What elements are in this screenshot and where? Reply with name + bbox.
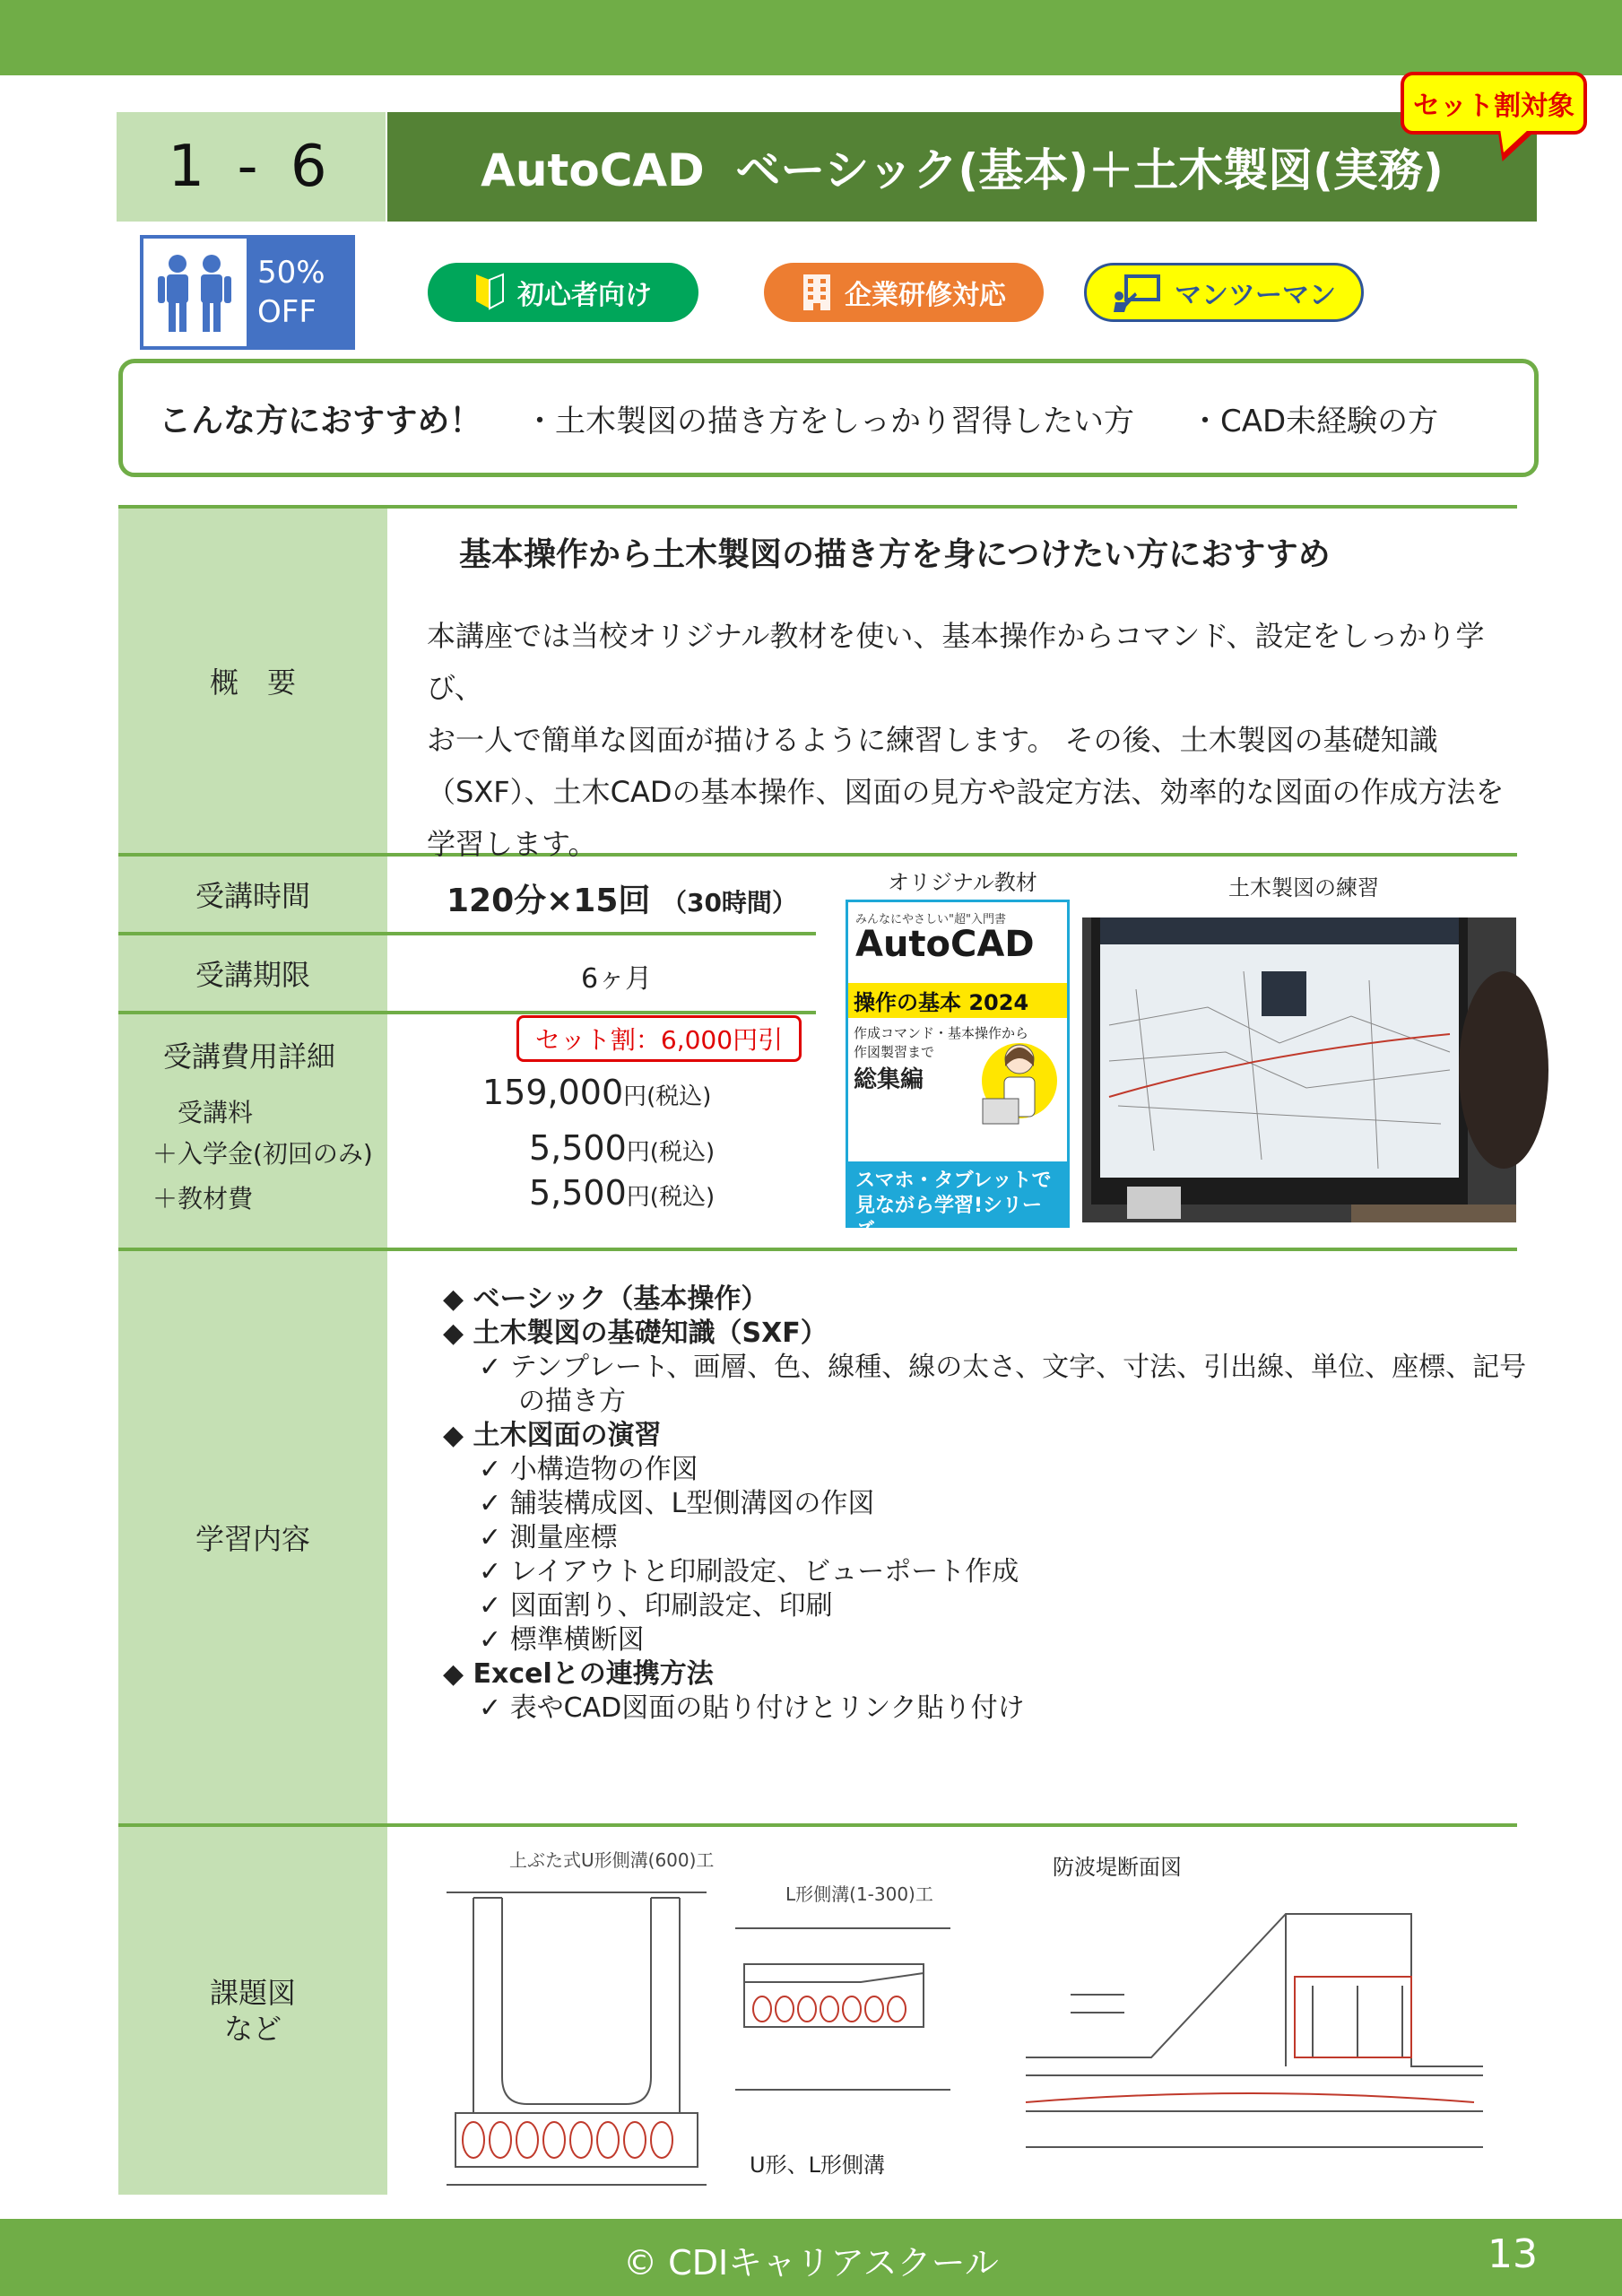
page-number: 13 (1488, 2231, 1538, 2277)
fee-amount: 159,000 (482, 1073, 624, 1112)
learning-heading: ◆ 土木図面の演習 (443, 1419, 1526, 1453)
one-on-one-badge (1084, 263, 1364, 322)
recommend-item: ・CAD未経験の方 (1190, 403, 1439, 439)
book-top (848, 902, 1067, 983)
learning-heading: ◆ ベーシック（基本操作） (443, 1283, 1526, 1317)
discount-percent: 50% (257, 255, 325, 291)
practice-photo (1082, 918, 1516, 1222)
hours-label: 受講時間 (118, 857, 387, 932)
learning-item: ✓ レイアウトと印刷設定、ビューポート作成 (443, 1555, 1526, 1589)
hours-value (447, 875, 797, 921)
fee-label: 受講費用詳細 (163, 1039, 336, 1074)
set-discount-badge: セット割対象 (1401, 72, 1587, 135)
beginner-badge (428, 263, 698, 322)
assignments-label-2: など (223, 2012, 282, 2046)
figure-title: 上ぶた式U形側溝(600)工 (509, 1849, 715, 1871)
photo-caption: 土木製図の練習 (1228, 875, 1379, 900)
u-gutter-drawing (429, 1880, 716, 2194)
fee-item-label: 受講料 (178, 1098, 254, 1127)
fee-unit: 円(税込) (623, 1083, 712, 1110)
course-number: 1 - 6 (117, 112, 386, 222)
period-label: 受講期限 (118, 935, 387, 1011)
overview-line: お一人で簡単な図面が描けるように練習します。 その後、土木製図の基礎知識 (427, 723, 1438, 757)
book-mid-text: 作図製習まで (854, 1044, 935, 1060)
discount-text (247, 239, 351, 346)
overview-line: 本講座では当校オリジナル教材を使い、基本操作からコマンド、設定をしっかり学び、 (427, 619, 1485, 705)
people-icon (143, 239, 247, 346)
learning-label: 学習内容 (118, 1251, 387, 1823)
overview-text (427, 610, 1539, 870)
learning-heading: ◆ Excelとの連携方法 (443, 1657, 1526, 1692)
corporate-label: 企業研修対応 (845, 280, 1006, 311)
fee-value (482, 1073, 711, 1112)
book-subtitle: 操作の基本 2024 (848, 983, 1067, 1018)
fee-value (529, 1173, 715, 1213)
fee-amount: 5,500 (529, 1173, 627, 1213)
discount-50-badge (140, 235, 355, 350)
figure-title: 防波堤断面図 (1053, 1855, 1182, 1880)
assignments-label-1: 課題図 (209, 1976, 296, 2010)
learning-item: ✓ 図面割り、印刷設定、印刷 (443, 1589, 1526, 1623)
learning-item: ✓ テンプレート、画層、色、線種、線の太さ、文字、寸法、引出線、単位、座標、記号 (443, 1351, 1526, 1385)
fee-unit: 円(税込) (626, 1139, 716, 1166)
recommend-item: ・土木製図の描き方をしっかり習得したい方 (525, 403, 1134, 439)
fee-amount: 5,500 (529, 1128, 627, 1168)
set-discount-note: セット割：6,000円引 (516, 1015, 802, 1062)
hours-note: （30時間） (661, 888, 797, 918)
learning-item: ✓ 表やCAD図面の貼り付けとリンク貼り付け (443, 1692, 1526, 1726)
fee-unit: 円(税込) (626, 1184, 716, 1211)
book-edition: 総集編 (854, 1066, 924, 1093)
teacher-board-icon (1112, 273, 1162, 312)
learning-heading: ◆ 土木製図の基礎知識（SXF） (443, 1317, 1526, 1351)
book-series-line: スマホ・タブレットで (855, 1170, 1052, 1192)
textbook-cover (846, 900, 1070, 1242)
learning-item: ✓ 標準横断図 (443, 1623, 1526, 1657)
book-bottom (848, 1161, 1067, 1251)
woman-illustration-icon (979, 1027, 1060, 1144)
learning-item: ✓ 測量座標 (443, 1521, 1526, 1555)
learning-item: ✓ 小構造物の作図 (443, 1453, 1526, 1487)
book-tagline: みんなにやさしい"超"入門書 (855, 913, 1006, 926)
fee-label-cell (118, 1014, 387, 1248)
recommend-title: こんな方におすすめ！ (159, 402, 482, 439)
discount-off: OFF (257, 294, 317, 330)
book-title: AutoCAD (855, 924, 1035, 965)
learning-item-cont: の描き方 (518, 1386, 626, 1417)
corporate-training-badge (764, 263, 1044, 322)
beginner-mark-icon (474, 274, 505, 310)
learning-content (443, 1283, 1526, 1726)
fee-value (529, 1128, 715, 1168)
top-banner (0, 0, 1622, 75)
book-mid-text: 作成コマンド・基本操作から (854, 1025, 1029, 1041)
breakwater-drawing (1017, 1878, 1492, 2192)
figure-caption: U形、L形側溝 (750, 2152, 885, 2178)
overview-subtitle: 基本操作から土木製図の描き方を身につけたい方におすすめ (459, 536, 1331, 573)
copyright: © CDIキャリアスクール (623, 2243, 999, 2283)
assignments-label (118, 1827, 387, 2195)
book-caption: オリジナル教材 (888, 870, 1037, 895)
overview-line: （SXF）、土木CADの基本操作、図面の見方や設定方法、効率的な図面の作成方法を (427, 775, 1505, 809)
figure-title: L形側溝(1-300)工 (785, 1883, 933, 1905)
building-icon (802, 273, 832, 312)
period-value: 6ヶ月 (581, 963, 653, 995)
course-title: AutoCAD ベーシック(基本)＋土木製図(実務) (387, 112, 1537, 222)
beginner-label: 初心者向け (517, 280, 652, 311)
book-middle (848, 1018, 1067, 1161)
one-on-one-label: マンツーマン (1175, 280, 1336, 311)
book-series-line: 見ながら学習!シリーズ (855, 1195, 1043, 1242)
fee-item-label: ＋教材費 (152, 1184, 254, 1213)
overview-label: 概 要 (118, 509, 387, 853)
overview-line: 学習します。 (427, 827, 597, 861)
recommend-box (118, 359, 1539, 477)
learning-item: ✓ 舗装構成図、L型側溝図の作図 (443, 1487, 1526, 1521)
fee-item-label: ＋入学金(初回のみ) (152, 1139, 373, 1169)
hours-main: 120分×15回 (447, 883, 651, 919)
